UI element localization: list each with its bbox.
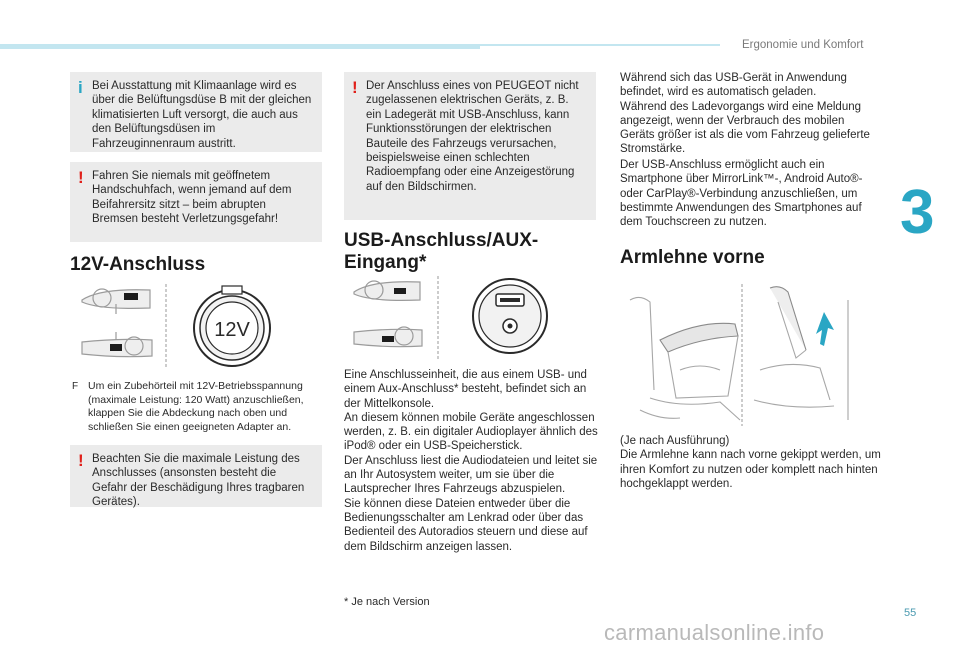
header-rule: [0, 44, 480, 49]
warning-box-power-text: Beachten Sie die maximale Leistung des Anschlusses (ansonsten besteht die Gefahr der Beschädigung Ihres tragbaren Gerätes).: [92, 453, 305, 509]
step-icon: F: [72, 381, 79, 392]
warning-icon: !: [78, 451, 84, 470]
warning-box-usb-text: Der Anschluss eines von PEUGEOT nicht zugelassenen elektrischen Geräts, z. B. ein Ladegerät mit USB-Anschluss, kann Funktionsstörungen der elektrischen Bauteile des Fahrzeugs verursachen, beispielsweise einen schlechten Radioempfang oder eine Anzeigestörung auf den Bildschirmen.: [366, 80, 579, 193]
dashboard-diagram-top: [82, 289, 150, 314]
figure-12v: [80, 280, 325, 370]
dashboard-diagram-top: [354, 281, 420, 300]
dashboard-diagram-bottom: [82, 332, 152, 357]
section-title: Ergonomie und Komfort: [742, 39, 864, 51]
page-number: 55: [904, 607, 917, 619]
chapter-number: 3: [900, 178, 935, 247]
armrest-body-text: (Je nach Ausführung) Die Armlehne kann nach vorne gekippt werden, um ihren Komfort zu nutzen oder komplett nach hinten hochgeklappt werden.: [620, 435, 881, 490]
warning-box-power: [70, 445, 322, 507]
warning-box-text: Fahren Sie niemals mit geöffnetem Handschuhfach, wenn jemand auf dem Beifahrersitz sitzt – beim abrupten Bremsen besteht Verletzungsgefahr!: [92, 170, 292, 226]
smartphone-text: Der USB-Anschluss ermöglicht auch ein Smartphone über MirrorLink™-, Android Auto®- oder CarPlay®-Verbindung anzuschließen, um bestimmte Anwendungen des Smartphones auf dem Touchscreen zu nutzen.: [620, 159, 863, 229]
warning-icon: !: [352, 78, 358, 97]
info-box-ventilation: [70, 72, 322, 152]
footnote: * Je nach Version: [344, 596, 430, 608]
warning-icon: !: [78, 168, 84, 187]
warning-box-glovebox: [70, 162, 322, 242]
step-12v: [72, 380, 324, 434]
armrest-left-diagram: [630, 297, 740, 420]
usb-port-icon: [473, 279, 547, 353]
socket-label: 12V: [214, 319, 250, 341]
figure-armrest: [620, 280, 862, 430]
heading-12v: 12V-Anschluss: [70, 254, 206, 275]
heading-usb: USB-Anschluss/AUX-Eingang*: [344, 230, 539, 273]
watermark: carmanualsonline.info: [604, 620, 825, 645]
figure-usb: [350, 272, 590, 362]
dashboard-diagram-bottom: [354, 327, 422, 347]
header-rule-thin: [480, 44, 720, 46]
heading-armrest: Armlehne vorne: [620, 247, 765, 268]
info-box-text: Bei Ausstattung mit Klimaanlage wird es über die Belüftungsdüse B mit der gleichen klimatisierten Luft versorgt, die auch aus den Belüftungsdüsen im Fahrzeuginnenraum austritt.: [92, 80, 312, 150]
step-12v-text: Um ein Zubehörteil mit 12V-Betriebsspannung (maximale Leistung: 120 Watt) anzuschließen, klappen Sie die Abdeckung nach oben und schließen Sie einen geeigneten Adapter an.: [88, 380, 304, 433]
arrow-icon: [816, 312, 834, 346]
usb-charging-text: Während sich das USB-Gerät in Anwendung befindet, wird es automatisch geladen. Während des Ladevorgangs wird eine Meldung angezeigt, wenn der Verbrauch des mobilen Geräts größer ist als die vom Fahrzeug gelieferte Stromstärke.: [620, 72, 870, 156]
usb-body-text: Eine Anschlusseinheit, die aus einem USB- und einem Aux-Anschluss* besteht, befindet sich an der Mittelkonsole. An diesem können mobile Geräte angeschlossen werden, z. B. ein digitaler Audioplayer ähnlich des iPod® oder ein USB-Speicherstick. Der Anschluss liest die Audiodateien und leitet sie an Ihr Autosystem weiter, um sie über die Lautsprecher Ihres Fahrzeugs abzuspielen. Sie können diese Dateien entweder über die Bedienungsschalter am Lenkrad oder über das Bedienteil des Autoradios steuern und diese auf dem Bildschirm anzeigen lassen.: [344, 369, 598, 553]
info-icon: i: [78, 78, 83, 97]
socket-12v-icon: [194, 286, 270, 366]
warning-box-usb: [344, 72, 596, 220]
armrest-right-diagram: [754, 287, 848, 420]
